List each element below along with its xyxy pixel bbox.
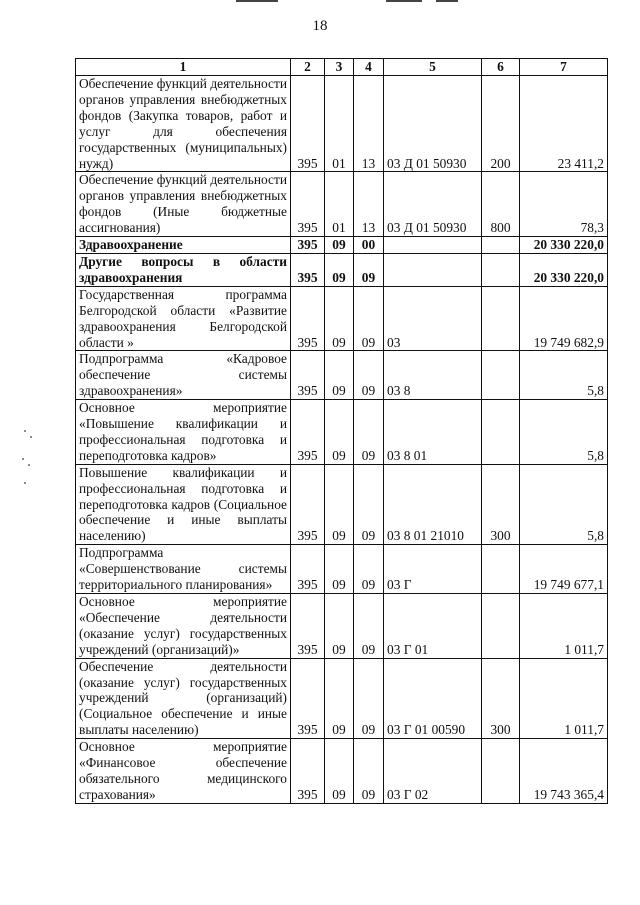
row-csr-code: 03 Г 01	[384, 594, 482, 659]
row-rz-code: 09	[325, 464, 354, 545]
row-pr-code: 13	[354, 172, 384, 237]
row-pr-code: 09	[354, 594, 384, 659]
row-pr-code: 09	[354, 253, 384, 286]
row-amount: 20 330 220,0	[520, 237, 608, 254]
row-amount: 1 011,7	[520, 658, 608, 739]
row-csr-code: 03 8 01	[384, 400, 482, 465]
table-row	[76, 76, 608, 172]
table-row	[76, 545, 608, 594]
row-csr-code: 03	[384, 286, 482, 351]
row-gr-code: 395	[291, 400, 325, 465]
row-rz-code: 09	[325, 594, 354, 659]
row-gr-code: 395	[291, 739, 325, 804]
row-vr-code	[482, 545, 520, 594]
row-rz-code: 09	[325, 400, 354, 465]
table-row	[76, 594, 608, 659]
col-header: 5	[384, 59, 482, 76]
row-vr-code: 200	[482, 76, 520, 172]
row-vr-code	[482, 253, 520, 286]
table-row	[76, 464, 608, 545]
row-rz-code: 09	[325, 237, 354, 254]
row-csr-code: 03 8	[384, 351, 482, 400]
scan-marks-left	[18, 430, 38, 490]
row-vr-code	[482, 400, 520, 465]
row-csr-code: 03 8 01 21010	[384, 464, 482, 545]
row-rz-code: 01	[325, 76, 354, 172]
table-row	[76, 286, 608, 351]
row-amount: 19 749 677,1	[520, 545, 608, 594]
table-row	[76, 351, 608, 400]
row-pr-code: 09	[354, 739, 384, 804]
row-vr-code: 800	[482, 172, 520, 237]
row-pr-code: 09	[354, 545, 384, 594]
page-number: 18	[312, 18, 328, 34]
row-gr-code: 395	[291, 464, 325, 545]
col-header: 4	[354, 59, 384, 76]
row-rz-code: 01	[325, 172, 354, 237]
row-vr-code: 300	[482, 658, 520, 739]
row-pr-code: 00	[354, 237, 384, 254]
row-gr-code: 395	[291, 658, 325, 739]
row-amount: 19 749 682,9	[520, 286, 608, 351]
col-header: 7	[520, 59, 608, 76]
row-rz-code: 09	[325, 739, 354, 804]
table-row	[76, 172, 608, 237]
row-name: Обеспечение функций деятельности органов управления внебюджетных фондов (Иные бюджетные ассигнования)	[76, 172, 291, 237]
row-amount: 5,8	[520, 464, 608, 545]
table-row	[76, 739, 608, 804]
row-name: Подпрограмма «Совершенствование системы территориального планирования»	[76, 545, 291, 594]
table-row	[76, 253, 608, 286]
row-pr-code: 09	[354, 464, 384, 545]
row-amount: 19 743 365,4	[520, 739, 608, 804]
row-gr-code: 395	[291, 172, 325, 237]
budget-table	[75, 58, 608, 804]
row-name: Здравоохранение	[76, 237, 291, 254]
row-csr-code: 03 Г 01 00590	[384, 658, 482, 739]
row-rz-code: 09	[325, 351, 354, 400]
row-rz-code: 09	[325, 253, 354, 286]
row-gr-code: 395	[291, 76, 325, 172]
row-rz-code: 09	[325, 545, 354, 594]
row-pr-code: 09	[354, 658, 384, 739]
row-gr-code: 395	[291, 286, 325, 351]
row-gr-code: 395	[291, 351, 325, 400]
row-rz-code: 09	[325, 658, 354, 739]
table-row	[76, 237, 608, 254]
row-csr-code: 03 Д 01 50930	[384, 172, 482, 237]
row-rz-code: 09	[325, 286, 354, 351]
col-header: 6	[482, 59, 520, 76]
row-amount: 1 011,7	[520, 594, 608, 659]
row-vr-code: 300	[482, 464, 520, 545]
row-gr-code: 395	[291, 253, 325, 286]
table-body	[76, 76, 608, 804]
row-name: Основное мероприятие «Обеспечение деятельности (оказание услуг) государственных учреждений (организаций)»	[76, 594, 291, 659]
row-gr-code: 395	[291, 594, 325, 659]
row-name: Государственная программа Белгородской области «Развитие здравоохранения Белгородской области »	[76, 286, 291, 351]
row-name: Другие вопросы в области здравоохранения	[76, 253, 291, 286]
row-gr-code: 395	[291, 237, 325, 254]
row-csr-code	[384, 237, 482, 254]
row-vr-code	[482, 351, 520, 400]
row-amount: 20 330 220,0	[520, 253, 608, 286]
row-name: Основное мероприятие «Финансовое обеспечение обязательного медицинского страхования»	[76, 739, 291, 804]
row-name: Обеспечение деятельности (оказание услуг) государственных учреждений (организаций) (Социальное обеспечение и иные выплаты населению)	[76, 658, 291, 739]
row-name: Повышение квалификации и профессиональная подготовка и переподготовка кадров (Социальное обеспечение и иные выплаты населению)	[76, 464, 291, 545]
row-name: Основное мероприятие «Повышение квалификации и профессиональная подготовка и переподготовка кадров»	[76, 400, 291, 465]
scan-marks-top	[236, 0, 466, 4]
row-pr-code: 13	[354, 76, 384, 172]
row-amount: 5,8	[520, 351, 608, 400]
table-header-row	[76, 59, 608, 76]
col-header: 3	[325, 59, 354, 76]
row-csr-code	[384, 253, 482, 286]
row-amount: 78,3	[520, 172, 608, 237]
row-amount: 5,8	[520, 400, 608, 465]
row-name: Подпрограмма «Кадровое обеспечение системы здравоохранения»	[76, 351, 291, 400]
table-row	[76, 658, 608, 739]
row-vr-code	[482, 594, 520, 659]
row-vr-code	[482, 739, 520, 804]
row-csr-code: 03 Г	[384, 545, 482, 594]
row-pr-code: 09	[354, 286, 384, 351]
row-pr-code: 09	[354, 400, 384, 465]
row-vr-code	[482, 237, 520, 254]
col-header: 1	[76, 59, 291, 76]
row-csr-code: 03 Г 02	[384, 739, 482, 804]
col-header: 2	[291, 59, 325, 76]
row-gr-code: 395	[291, 545, 325, 594]
row-pr-code: 09	[354, 351, 384, 400]
table-row	[76, 400, 608, 465]
row-vr-code	[482, 286, 520, 351]
row-name: Обеспечение функций деятельности органов управления внебюджетных фондов (Закупка товаров, работ и услуг для обеспечения государственных (муниципальных) нужд)	[76, 76, 291, 172]
row-csr-code: 03 Д 01 50930	[384, 76, 482, 172]
row-amount: 23 411,2	[520, 76, 608, 172]
